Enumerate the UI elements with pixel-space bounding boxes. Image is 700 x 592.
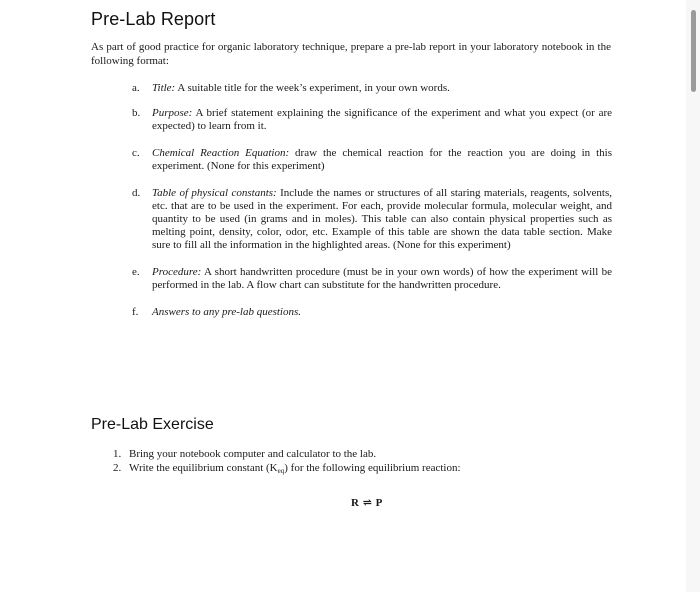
list-marker: a. [132,82,140,94]
item-text: A brief statement explaining the significance of the experiment and what you expect (or are expected) to learn from it. [152,107,612,132]
list-item [113,447,603,461]
list-item [113,461,603,478]
list-item [132,187,612,252]
list-item [132,306,612,319]
scrollbar-track[interactable] [686,0,700,592]
list-marker: 2. [113,462,122,474]
list-item [132,82,612,95]
item-text: Bring your notebook computer and calculator to the lab. [129,448,377,460]
format-list [132,82,612,319]
scrollbar-thumb[interactable] [691,10,696,92]
list-marker: e. [132,266,140,278]
item-text: Include the names or structures of all staring materials, reagents, solvents, etc. that are to be used in the experiment. For each, provide molecular formula, molecular weight, and quantity to be used (in grams and in moles). This table can also contain physical properties such as melting point, density, color, odor, etc. Example of this table are shown the data table section. Make sure to fill all the information in the highlighted areas. (None for this experiment) [152,187,612,251]
item-text: A short handwritten procedure (must be in your own words) of how the experiment will be performed in the lab. A flow chart can substitute for the handwritten procedure. [152,266,612,291]
list-item [132,266,612,292]
list-marker: b. [132,107,141,119]
report-title: Pre-Lab Report [91,9,216,29]
equilibrium-reaction: R ⇌ P [351,497,383,509]
item-label: Answers to any pre-lab questions. [152,306,301,318]
list-marker: d. [132,187,141,199]
keq-subscript: eq [277,467,285,475]
exercise-title: Pre-Lab Exercise [91,416,214,433]
item-text: draw the chemical reaction for the reaction you are doing in this experiment. (None for this experiment) [152,147,613,172]
item-text: Write the equilibrium constant (K [129,462,278,474]
list-marker: 1. [113,448,122,460]
report-intro: As part of good practice for organic laboratory technique, prepare a pre-lab report in your laboratory notebook in the following format: [91,41,611,67]
item-label: Title: [152,82,176,94]
item-label: Chemical Reaction Equation: [152,147,290,159]
list-marker: f. [132,306,139,318]
list-item [132,107,612,133]
exercise-list [113,447,603,478]
list-item [132,147,612,173]
list-marker: c. [132,147,140,159]
item-text: ) for the following equilibrium reaction: [284,462,461,474]
item-label: Procedure: [152,266,202,278]
item-text: A suitable title for the week’s experiment, in your own words. [175,82,450,94]
item-label: Table of physical constants: [152,187,277,199]
item-label: Purpose: [152,107,193,119]
